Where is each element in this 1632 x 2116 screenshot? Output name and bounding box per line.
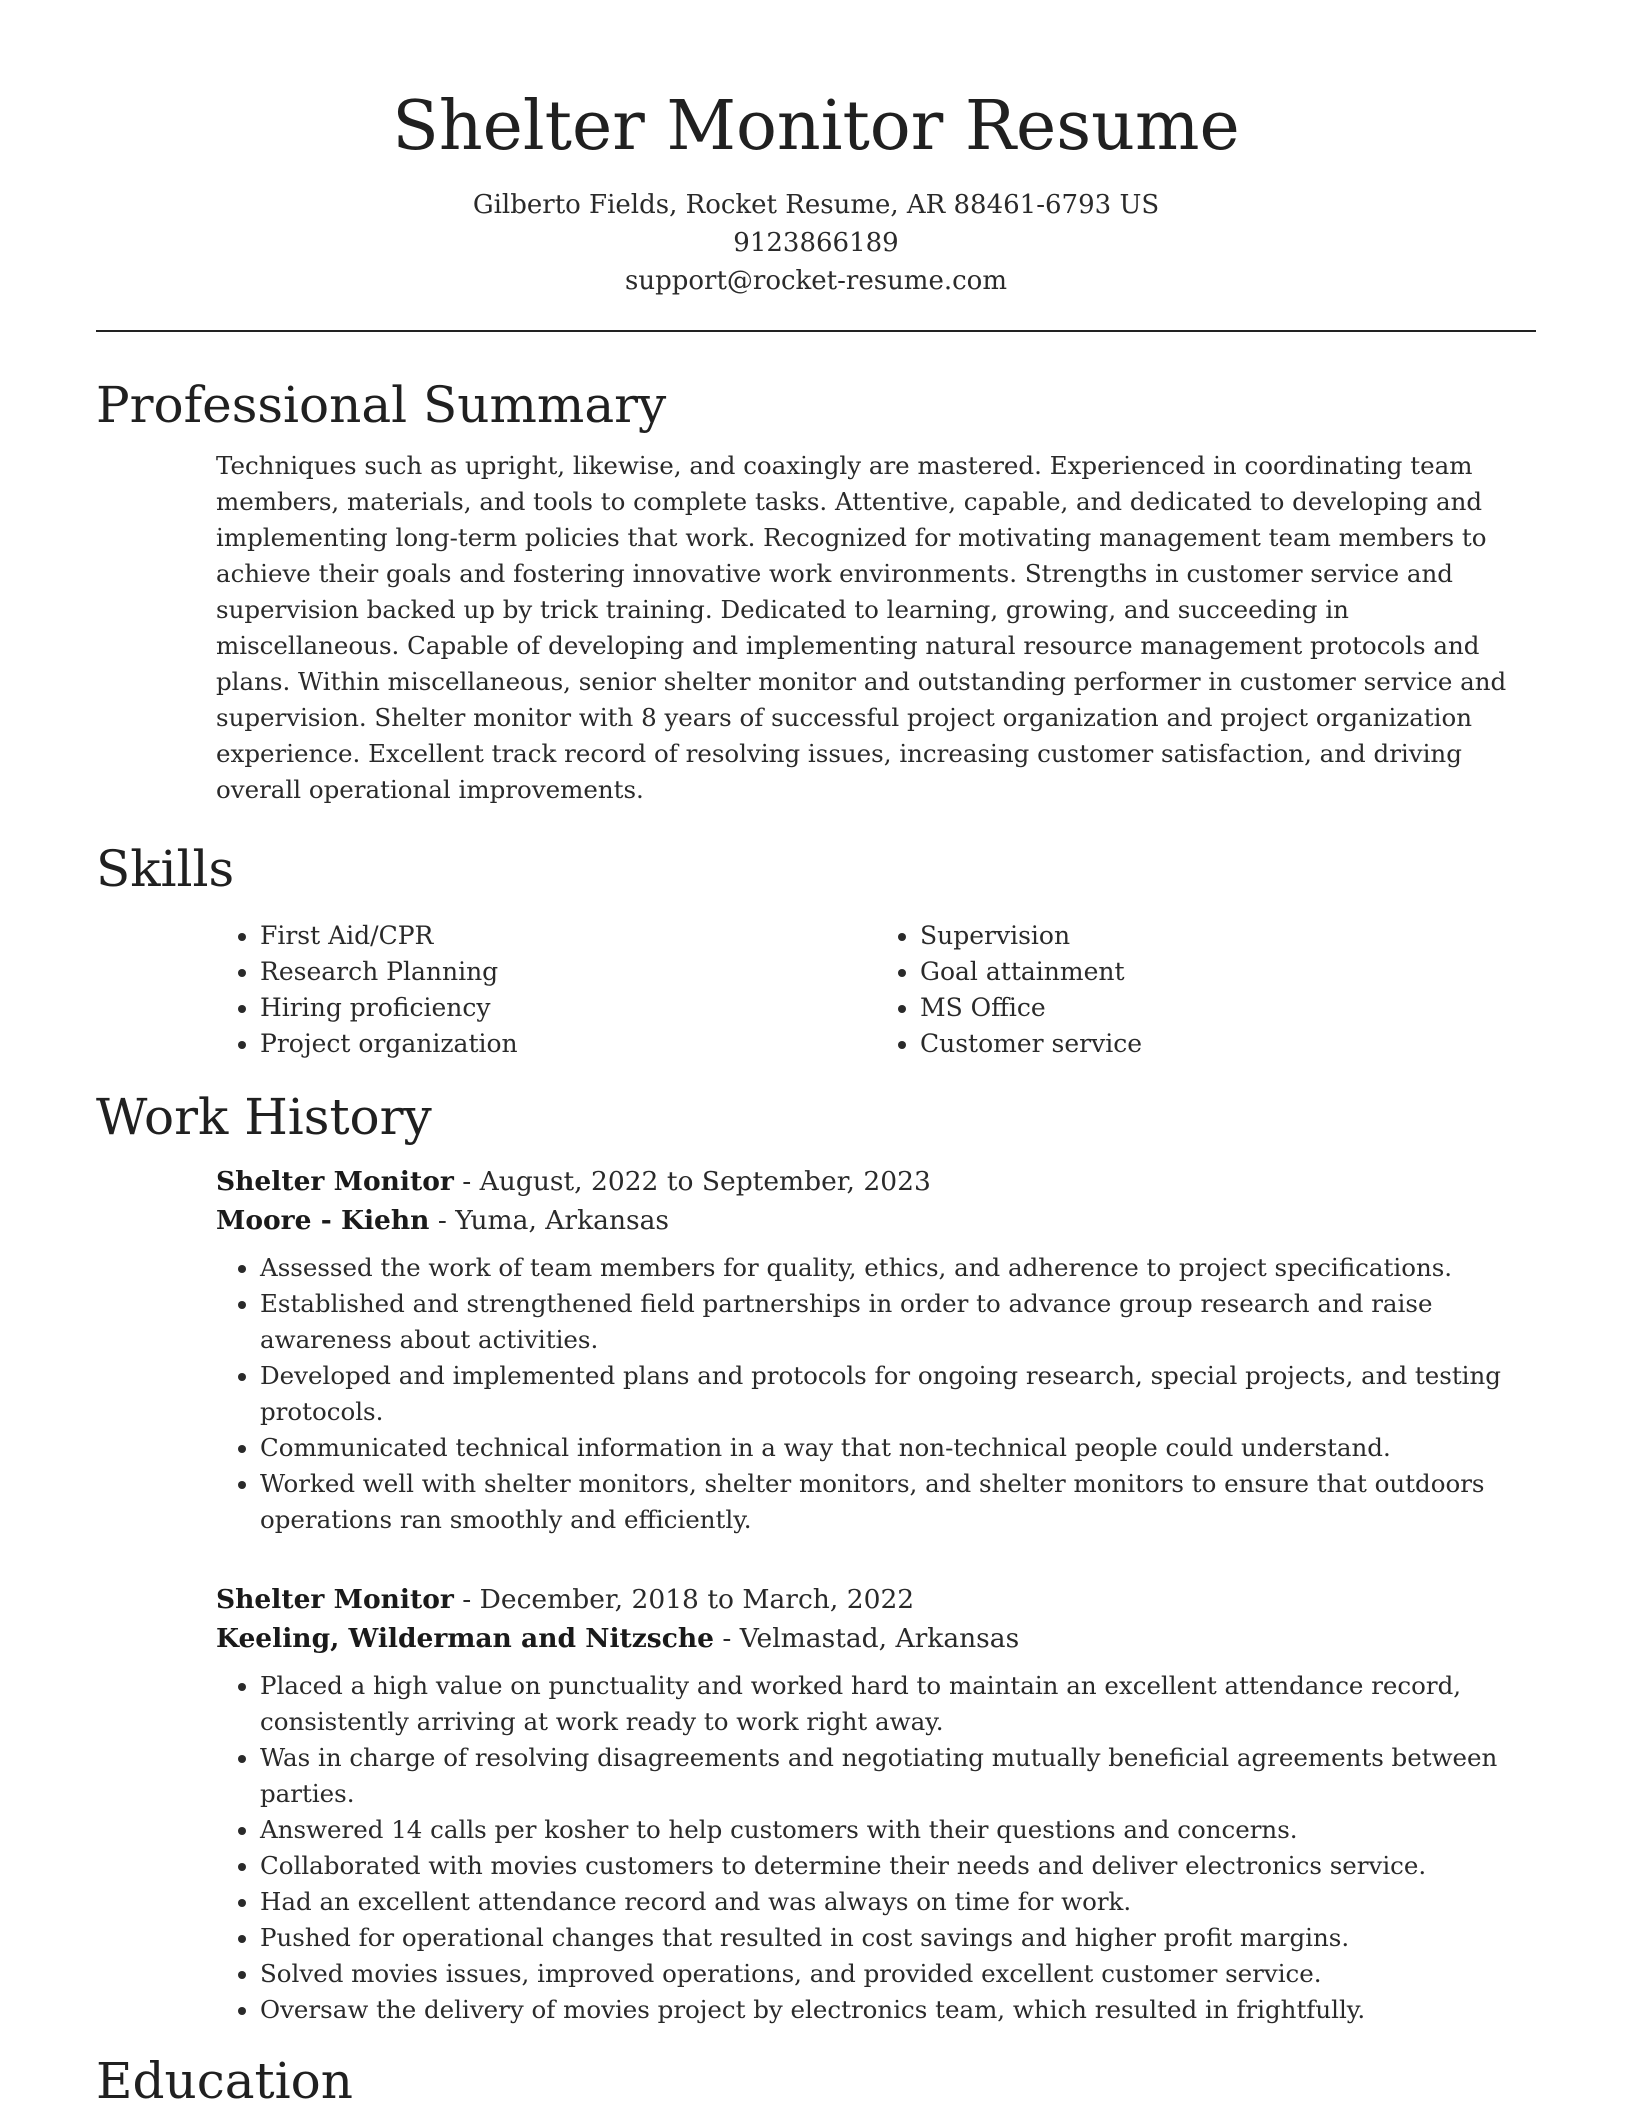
contact-info — [96, 186, 1536, 300]
skills-section — [96, 834, 1536, 1062]
summary-heading: Professional Summary — [96, 376, 667, 434]
job-title: Shelter Monitor — [216, 1584, 454, 1615]
job-bullet: • Solved movies issues, improved operations, and provided excellent customer service. — [260, 1956, 1536, 1992]
job-bullet: • Pushed for operational changes that resulted in cost savings and higher profit margins. — [260, 1920, 1536, 1956]
job-company: Keeling, Wilderman and Nitzsche — [216, 1623, 714, 1654]
skill-item: • Research Planning — [260, 954, 876, 990]
skill-item: • Customer service — [920, 1026, 1536, 1062]
job-bullet: • Developed and implemented plans and protocols for ongoing research, special projects, and testing protocols. — [260, 1358, 1536, 1430]
job-company-line — [216, 1201, 1536, 1240]
job-bullet: • Communicated technical information in a way that non-technical people could understand. — [260, 1430, 1536, 1466]
job-bullet: • Was in charge of resolving disagreements and negotiating mutually beneficial agreements between parties. — [260, 1740, 1536, 1812]
page-title: Shelter Monitor Resume — [392, 87, 1240, 166]
job-title-line — [216, 1580, 1536, 1619]
job-bullets — [216, 1668, 1536, 2028]
contact-email: support@rocket-resume.com — [624, 266, 1007, 296]
skills-heading: Skills — [96, 840, 235, 898]
header-divider — [96, 330, 1536, 332]
job-title-line — [216, 1162, 1536, 1201]
job-bullet: • Assessed the work of team members for quality, ethics, and adherence to project specifications. — [260, 1250, 1536, 1286]
education-section — [96, 2046, 1536, 2116]
skill-item: • Supervision — [920, 918, 1536, 954]
resume-header — [96, 0, 1536, 300]
summary-section — [96, 370, 1536, 808]
job-company-line — [216, 1619, 1536, 1658]
job-bullet: • Established and strengthened field partnerships in order to advance group research and raise awareness about activities. — [260, 1286, 1536, 1358]
skill-item: • MS Office — [920, 990, 1536, 1026]
skills-grid — [216, 918, 1536, 1062]
work-history-heading: Work History — [96, 1088, 432, 1146]
job-bullet: • Worked well with shelter monitors, shelter monitors, and shelter monitors to ensure that outdoors operations ran smoothly and efficiently. — [260, 1466, 1536, 1538]
skill-item: • First Aid/CPR — [260, 918, 876, 954]
skill-item: • Goal attainment — [920, 954, 1536, 990]
skill-item: • Hiring proficiency — [260, 990, 876, 1026]
job-location: - Velmastad, Arkansas — [714, 1623, 1020, 1654]
job-bullet: • Oversaw the delivery of movies project by electronics team, which resulted in frightfully. — [260, 1992, 1536, 2028]
job-dates: - December, 2018 to March, 2022 — [453, 1584, 915, 1615]
contact-phone: 9123866189 — [733, 228, 899, 258]
job-company: Moore - Kiehn — [216, 1205, 430, 1236]
job-entry — [216, 1580, 1536, 2028]
job-bullet: • Answered 14 calls per kosher to help customers with their questions and concerns. — [260, 1812, 1536, 1848]
skill-item: • Project organization — [260, 1026, 876, 1062]
skills-column-left — [216, 918, 876, 1062]
skills-column-right — [876, 918, 1536, 1062]
contact-address: Gilberto Fields, Rocket Resume, AR 88461-6793 US — [472, 190, 1160, 220]
education-heading: Education — [96, 2052, 353, 2110]
summary-text: Techniques such as upright, likewise, and coaxingly are mastered. Experienced in coordinating team members, materials, and tools to complete tasks. Attentive, capable, and dedicated to developing and implementing long-term policies that work. Recognized for motivating management team members to achieve their goals and fostering innovative work environments. Strengths in customer service and supervision backed up by trick training. Dedicated to learning, growing, and succeeding in miscellaneous. Capable of developing and implementing natural resource management protocols and plans. Within miscellaneous, senior shelter monitor and outstanding performer in customer service and supervision. Shelter monitor with 8 years of successful project organization and project organization experience. Excellent track record of resolving issues, increasing customer satisfaction, and driving overall operational improvements. — [216, 451, 1507, 804]
job-entry — [216, 1162, 1536, 1538]
job-title: Shelter Monitor — [216, 1166, 454, 1197]
job-bullet: • Had an excellent attendance record and was always on time for work. — [260, 1884, 1536, 1920]
job-bullet: • Placed a high value on punctuality and worked hard to maintain an excellent attendance record, consistently arriving at work ready to work right away. — [260, 1668, 1536, 1740]
job-location: - Yuma, Arkansas — [429, 1205, 670, 1236]
job-bullet: • Collaborated with movies customers to determine their needs and deliver electronics service. — [260, 1848, 1536, 1884]
work-history-section — [96, 1082, 1536, 2028]
job-bullets — [216, 1250, 1536, 1538]
job-dates: - August, 2022 to September, 2023 — [453, 1166, 931, 1197]
